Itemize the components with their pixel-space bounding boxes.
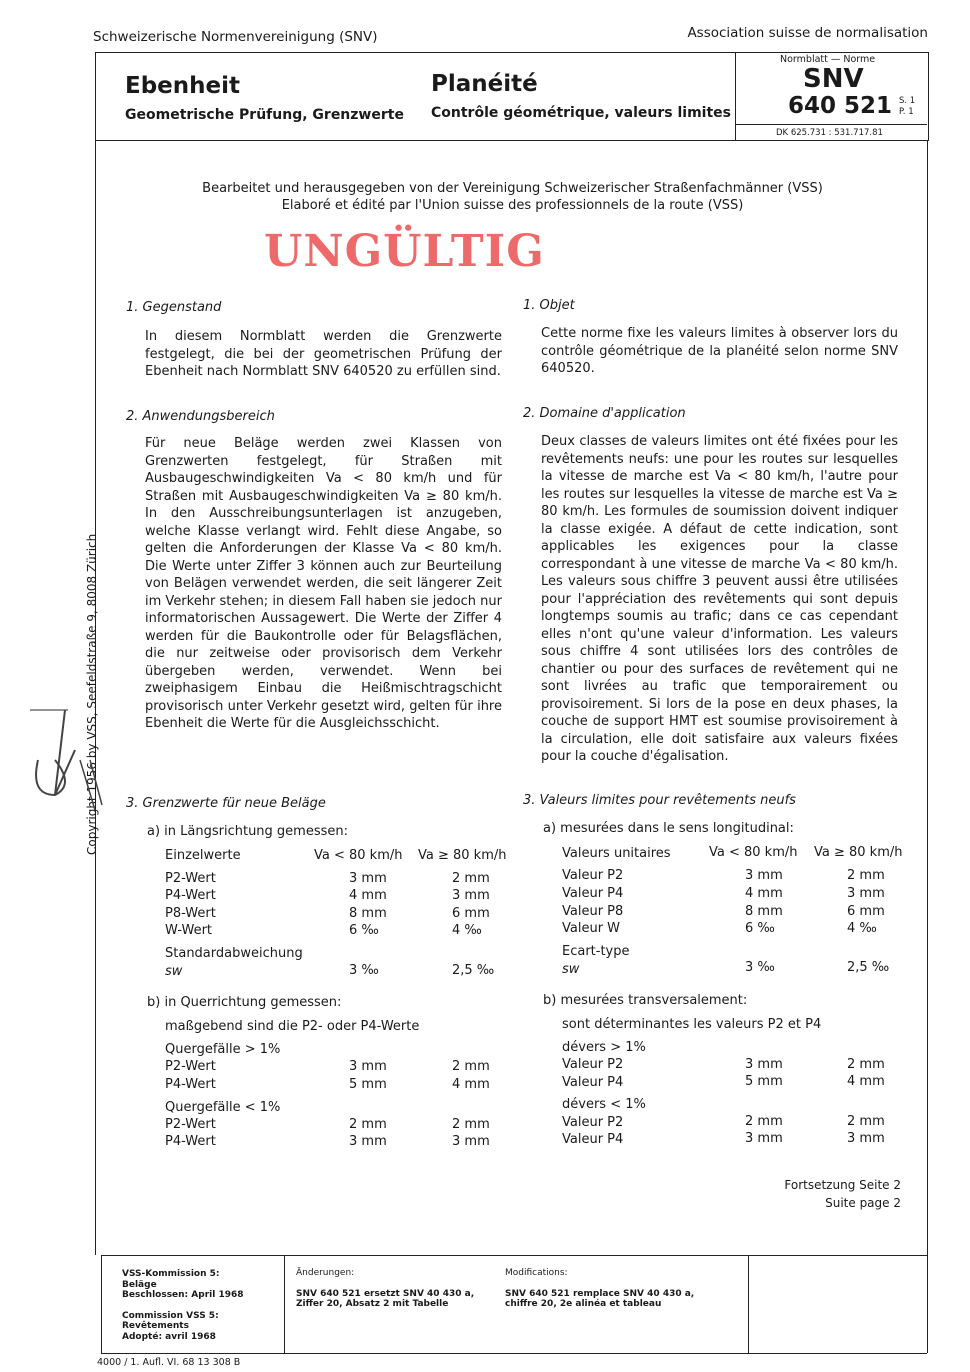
footer-line: Commission VSS 5: (122, 1310, 219, 1321)
table-cell: 2 mm (349, 1117, 387, 1132)
fr-col0: Valeurs unitaires (562, 846, 671, 861)
invalid-stamp: UNGÜLTIG (264, 226, 545, 277)
intro-de: Bearbeitet und herausgegeben von der Vereinigung Schweizerischer Straßenfachmänner (VSS) (202, 181, 823, 196)
table-cell: 3 mm (847, 886, 885, 901)
table-cell: 3 mm (745, 868, 783, 883)
table-row-label: Valeur W (562, 921, 621, 936)
subtitle-de: Geometrische Prüfung, Grenzwerte (125, 107, 404, 123)
de-b-sub: maßgebend sind die P2- oder P4-Werte (165, 1019, 420, 1034)
table-row-label: P2-Wert (165, 1059, 216, 1074)
footer-changes-fr (505, 1268, 694, 1310)
table-cell: 6 mm (847, 904, 885, 919)
footer-line: Modifications: (505, 1268, 568, 1278)
title-bottom (95, 140, 928, 141)
table-cell: 3 mm (745, 1131, 783, 1146)
intro-fr: Elaboré et édité par l'Union suisse des professionnels de la route (VSS) (281, 198, 744, 213)
table-row-label: P4-Wert (165, 1134, 216, 1149)
de-s1-text: In diesem Normblatt werden die Grenzwerte festgelegt, die bei der geometrischen Prüfung der Ebenheit nach Normblatt SNV 640520 zu erfüllen sind. (145, 329, 502, 379)
print-note: 4000 / 1. Aufl. VI. 68 13 308 B (97, 1357, 241, 1368)
fr-s1-text: Cette norme fixe les valeurs limites à observer lors du contrôle géométrique de la planéité selon norme SNV 640520. (541, 326, 898, 376)
snv-label: SNV (803, 64, 864, 94)
fr-a-title: a) mesurées dans le sens longitudinal: (543, 821, 794, 836)
fr-q1: dévers > 1% (562, 1040, 646, 1055)
table-cell: 4 ‰ (847, 921, 877, 936)
fr-col2: Va ≥ 80 km/h (814, 845, 903, 860)
footer-border (927, 1255, 928, 1353)
table-row-label: W-Wert (165, 923, 213, 938)
table-cell: 8 mm (745, 904, 783, 919)
snv-divider (735, 124, 927, 125)
footer-top-line (101, 1255, 927, 1256)
table-row-label: Valeur P4 (562, 886, 624, 901)
footer-line: Revêtements (122, 1321, 189, 1331)
footer-line: SNV 640 521 remplace SNV 40 430 a, (505, 1288, 695, 1299)
table-cell: 4 mm (745, 886, 783, 901)
table-cell: 5 mm (349, 1077, 387, 1092)
table-cell: 3 mm (745, 1057, 783, 1072)
table-cell: 4 mm (452, 1077, 490, 1092)
continuation-de: Fortsetzung Seite 2 (784, 1178, 901, 1192)
de-col2: Va ≥ 80 km/h (418, 848, 507, 863)
title-de: Ebenheit (125, 73, 240, 99)
fr-s3-title: 3. Valeurs limites pour revêtements neufs (523, 793, 796, 808)
table-cell: 2,5 ‰ (452, 963, 495, 978)
frame-right (927, 140, 928, 1255)
table-row-label: Valeur P2 (562, 1115, 624, 1130)
table-row-label: P2-Wert (165, 871, 216, 886)
table-cell: 3 mm (452, 888, 490, 903)
footer-line: Adopté: avril 1968 (122, 1331, 216, 1342)
table-cell: 8 mm (349, 906, 387, 921)
fr-s1-title: 1. Objet (523, 298, 575, 313)
table-row-label: Valeur P4 (562, 1075, 624, 1090)
de-std-label: Standardabweichung (165, 946, 303, 961)
de-col1: Va < 80 km/h (314, 848, 403, 863)
table-row-label: P2-Wert (165, 1117, 216, 1132)
table-cell: 2 mm (847, 1114, 885, 1129)
norm-number: 640 521 (788, 93, 893, 119)
fr-sw-label: sw (562, 962, 580, 977)
table-row-label: P4-Wert (165, 1077, 216, 1092)
table-cell: 3 mm (452, 1134, 490, 1149)
table-row-label: Valeur P8 (562, 904, 624, 919)
table-row-label: P4-Wert (165, 888, 216, 903)
de-s3-title: 3. Grenzwerte für neue Beläge (126, 796, 326, 811)
table-cell: 3 mm (349, 1134, 387, 1149)
footer-line: SNV 640 521 ersetzt SNV 40 430 a, (296, 1288, 475, 1299)
org-de: Schweizerische Normenvereinigung (SNV) (93, 29, 378, 45)
table-cell: 4 mm (847, 1074, 885, 1089)
table-cell: 3 mm (847, 1131, 885, 1146)
org-fr: Association suisse de normalisation (687, 25, 928, 41)
fr-s2-text: Deux classes de valeurs limites ont été fixées pour les revêtements neufs: une pour les routes sur lesquelles la vitesse de marche est Va < 80 km/h, l'autre pour les routes sur lesquelles la vitesse de marche est Va ≥ 80 km/h. Les formules de soumission doivent indiquer la classe exigée. A défaut de cette indication, sont applicables les exigences pour la classe correspondant à une vitesse de marche Va < 80 km/h. Les valeurs sous chiffre 3 peuvent aussi être utilisées pour l'appréciation des revêtements qui sont depuis longtemps soumis au trafic; dans ce cas cependant elles n'ont qu'une valeur d'information. Les valeurs sous chiffre 4 sont utilisées lors des contrôles de chantier ou pour des surfaces de revêtement qui ne sont livrées au trafic que temporairement ou provisoirement. Si lors de la pose en deux phases, la couche de support HMT est soumise provisoirement à la circulation, elle doit satisfaire aux valeurs fixées pour la couche d'égalisation. (541, 434, 898, 764)
footer-border (284, 1255, 285, 1353)
table-cell: 2 mm (452, 1059, 490, 1074)
footer-line: VSS-Kommission 5: (122, 1269, 220, 1279)
continuation-fr: Suite page 2 (825, 1196, 901, 1210)
table-cell: 6 mm (452, 906, 490, 921)
footer-bottom-line (101, 1353, 927, 1354)
table-cell: 3 ‰ (745, 960, 775, 975)
table-cell: 3 ‰ (349, 963, 379, 978)
de-q2: Quergefälle < 1% (165, 1100, 281, 1115)
de-sw-label: sw (165, 964, 183, 979)
fr-s2-title: 2. Domaine d'application (523, 406, 686, 421)
table-cell: 4 mm (349, 888, 387, 903)
fr-b-sub: sont déterminantes les valeurs P2 et P4 (562, 1017, 822, 1032)
footer-commission (122, 1269, 244, 1342)
fr-std-label: Ecart-type (562, 944, 630, 959)
footer-line: chiffre 20, 2e alinéa et tableau (505, 1299, 662, 1309)
table-cell: 5 mm (745, 1074, 783, 1089)
de-s2-title: 2. Anwendungsbereich (126, 409, 275, 424)
de-a-title: a) in Längsrichtung gemessen: (147, 824, 349, 839)
handwritten-mark-icon (20, 700, 110, 820)
footer-border (748, 1255, 749, 1353)
footer-line: Beschlossen: April 1968 (122, 1290, 244, 1300)
table-cell: 3 mm (349, 1059, 387, 1074)
title-divider (735, 52, 736, 140)
table-cell: 2,5 ‰ (847, 960, 890, 975)
de-s1-title: 1. Gegenstand (126, 300, 222, 315)
de-q1: Quergefälle > 1% (165, 1042, 281, 1057)
fr-q2: dévers < 1% (562, 1097, 646, 1112)
normblatt-label: Normblatt — Norme (780, 54, 876, 65)
page-s: S. 1 (899, 96, 916, 106)
table-row-label: Valeur P2 (562, 1057, 624, 1072)
table-row-label: P8-Wert (165, 906, 216, 921)
table-cell: 3 mm (349, 871, 387, 886)
footer-border (101, 1255, 102, 1353)
de-col0: Einzelwerte (165, 848, 241, 863)
table-cell: 2 mm (745, 1114, 783, 1129)
table-row-label: Valeur P2 (562, 868, 624, 883)
de-s2-text: Für neue Beläge werden zwei Klassen von Grenzwerten festgelegt, für Straßen mit Ausbaugeschwindigkeiten Va < 80 km/h und für Straßen mit Ausbaugeschwindigkeiten Va ≥ 80 km/h. In den Ausschreibungsunterlagen ist anzugeben, welche Klasse verlangt wird. Fehlt diese Angabe, so gelten die Anforderungen der Klasse Va < 80 km/h. Die Werte unter Ziffer 3 können auch zur Beurteilung von Belägen verwendet werden, die seit längerer Zeit im Verkehr stehen; in diesem Fall haben sie jedoch nur informatorischen Aussagewert. Die Werte der Ziffer 4 werden für die Baukontrolle oder für Belagsflächen, die nur zeitweise oder provisorisch dem Verkehr übergeben werden, verwendet. Wenn bei zweiphasigem Einbau die Heißmischtragschicht provisorisch unter Verkehr gesetzt wird, gelten für ihre Ebenheit die Werte für die Ausgleichsschicht. (145, 436, 502, 731)
page-p: P. 1 (899, 107, 914, 117)
subtitle-fr: Contrôle géométrique, valeurs limites (431, 105, 731, 121)
footer-line: Ziffer 20, Absatz 2 mit Tabelle (296, 1299, 449, 1309)
footer-line: Beläge (122, 1279, 157, 1290)
table-cell: 6 ‰ (349, 923, 379, 938)
fr-b-title: b) mesurées transversalement: (543, 993, 748, 1008)
dk-number: DK 625.731 : 531.717.81 (776, 128, 883, 138)
table-cell: 6 ‰ (745, 921, 775, 936)
table-row-label: Valeur P4 (562, 1132, 624, 1147)
table-cell: 2 mm (452, 871, 490, 886)
table-cell: 4 ‰ (452, 923, 482, 938)
fr-col1: Va < 80 km/h (709, 845, 798, 860)
table-cell: 2 mm (847, 1057, 885, 1072)
de-b-title: b) in Querrichtung gemessen: (147, 995, 342, 1010)
footer-changes-de (296, 1268, 474, 1310)
footer-line: Änderungen: (296, 1268, 355, 1278)
table-cell: 2 mm (452, 1117, 490, 1132)
copyright-notice: Copyright 1956 by VSS, Seefeldstraße 9, 8008 Zürich (85, 533, 99, 855)
table-cell: 2 mm (847, 868, 885, 883)
title-fr: Planéité (431, 71, 538, 97)
